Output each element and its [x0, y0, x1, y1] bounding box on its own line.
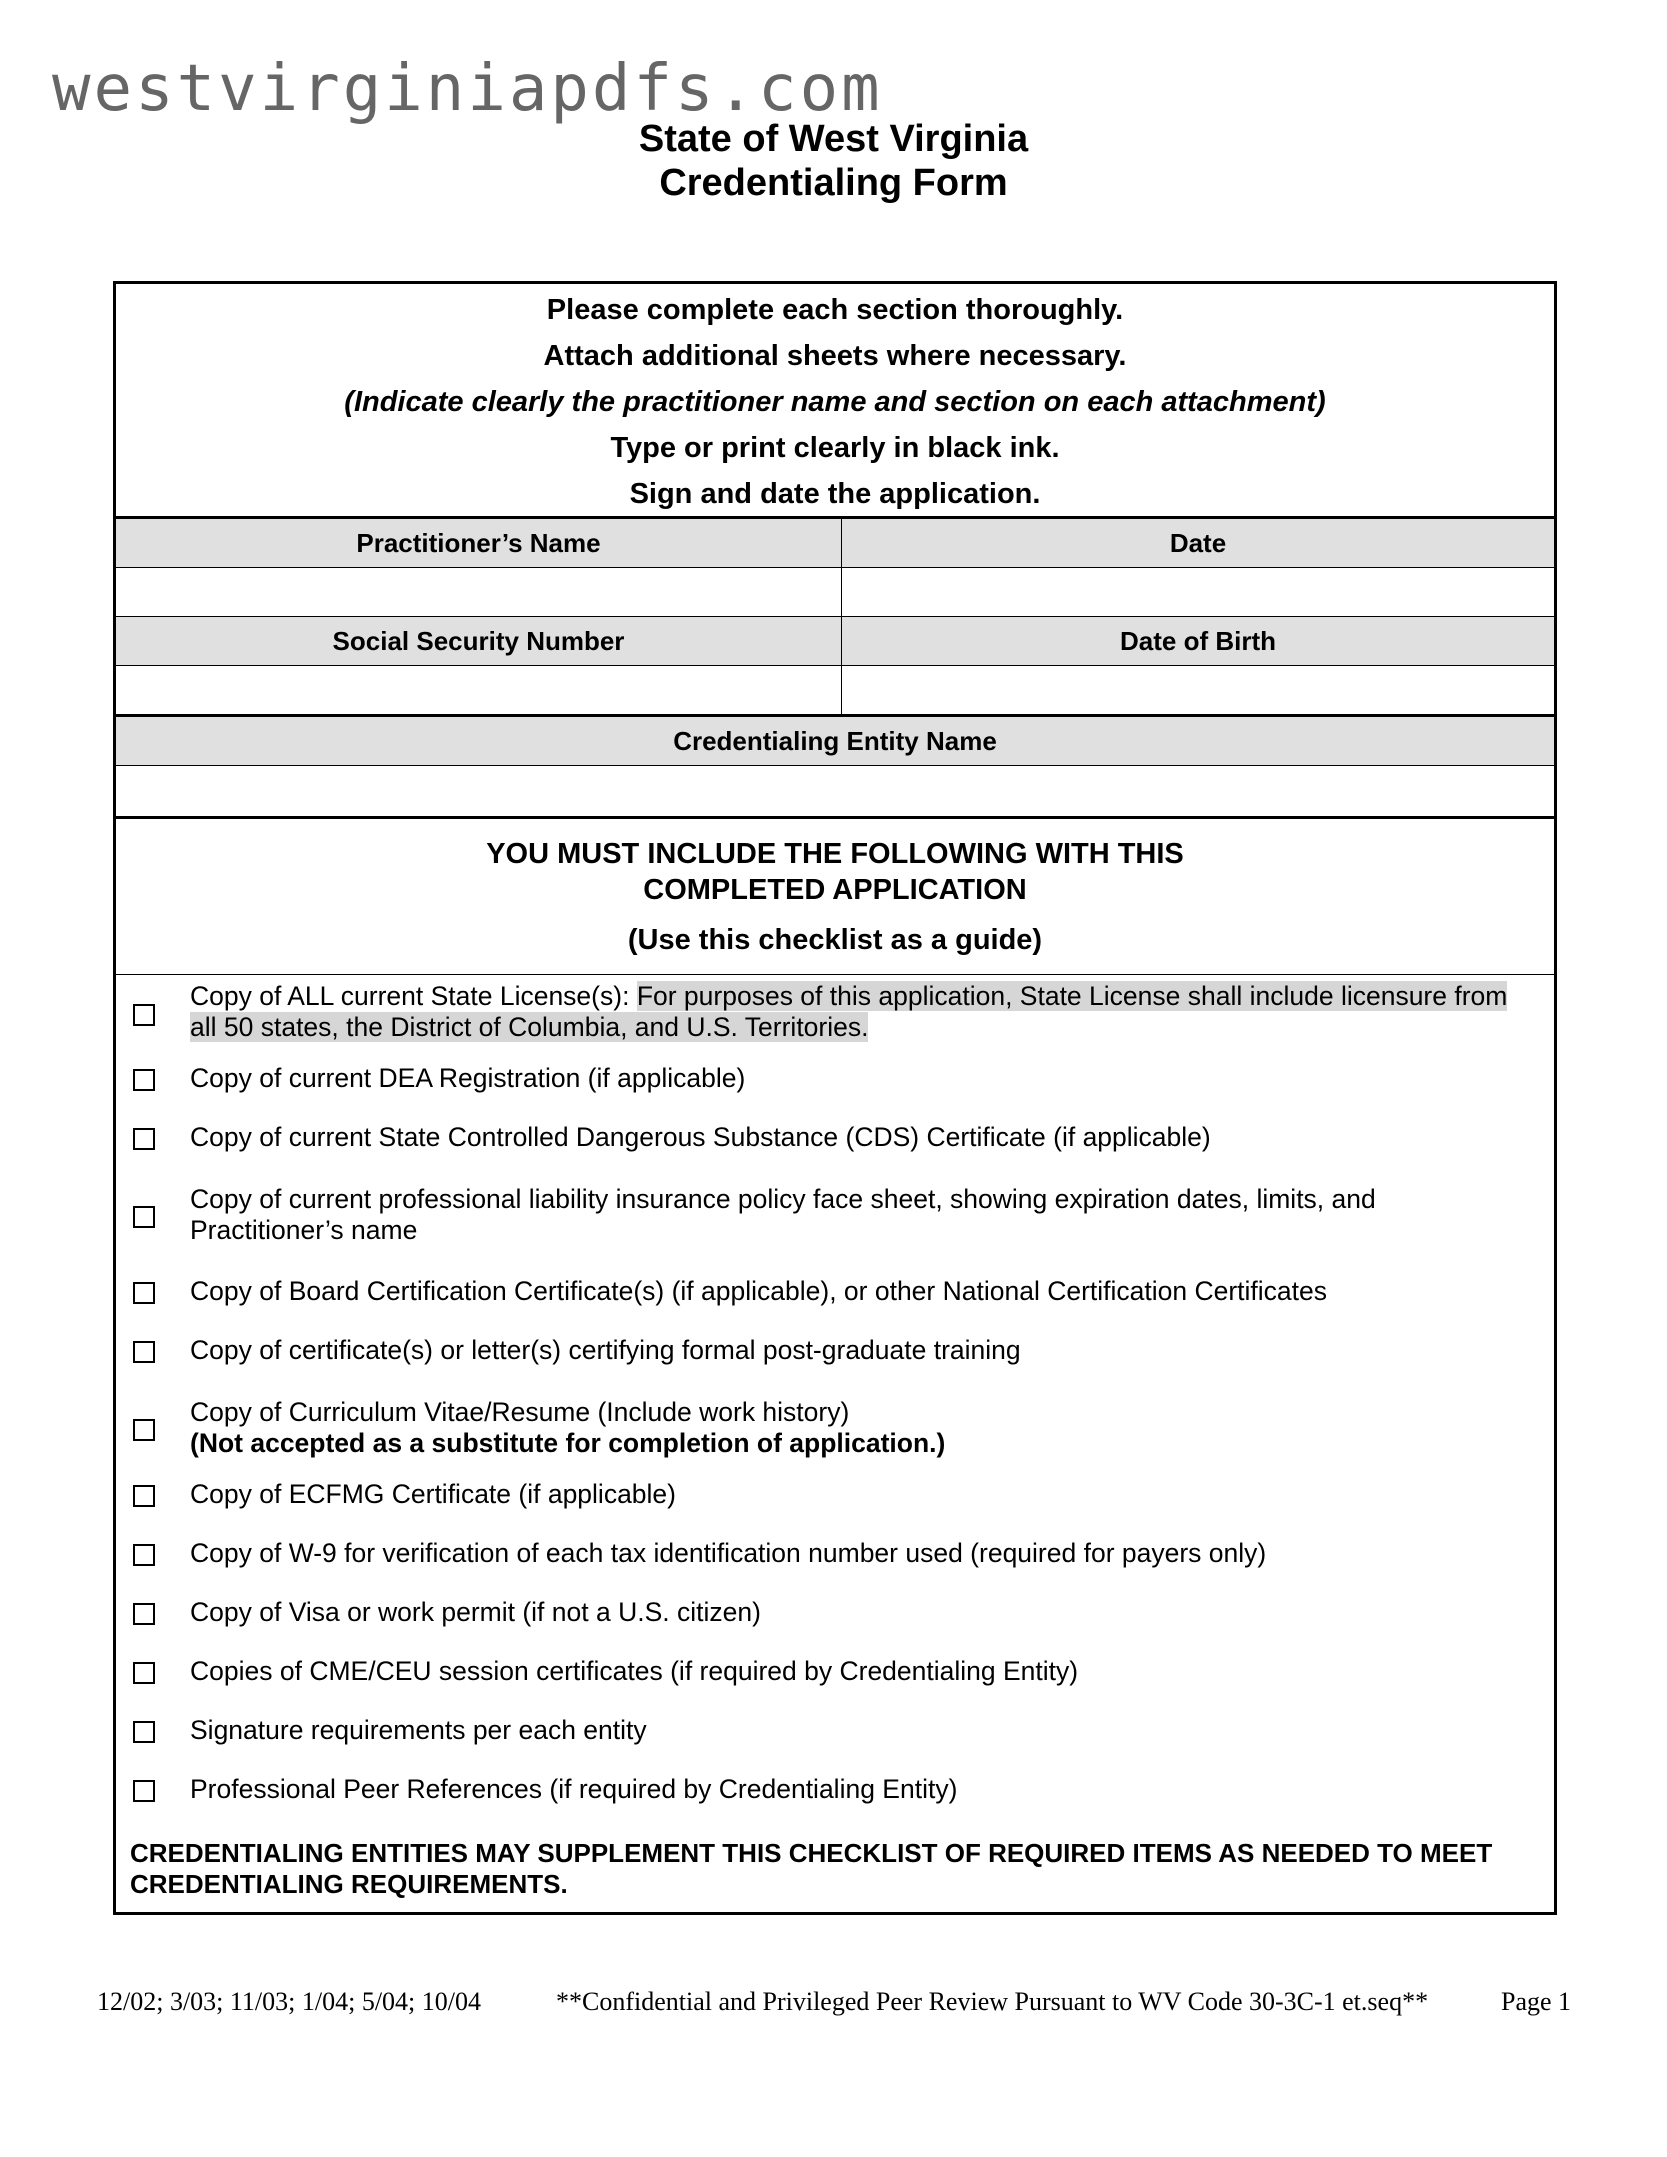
ssn-field[interactable]	[116, 666, 841, 714]
checklist-item-text	[190, 981, 1540, 1043]
divider	[116, 974, 1554, 975]
instructions-box	[116, 284, 1554, 516]
checkbox[interactable]	[133, 1662, 155, 1684]
checkbox[interactable]	[133, 1341, 155, 1363]
checkbox[interactable]	[133, 1544, 155, 1566]
practitioner-name-field[interactable]	[116, 568, 841, 616]
checklist-heading: YOU MUST INCLUDE THE FOLLOWING WITH THIS	[486, 838, 1184, 870]
checklist-item-lead: Copy of ALL current State License(s):	[190, 981, 637, 1011]
dob-label: Date of Birth	[842, 617, 1554, 665]
checkbox[interactable]	[133, 1069, 155, 1091]
revision-dates: 12/02; 3/03; 11/03; 1/04; 5/04; 10/04	[97, 1987, 481, 2016]
checklist-item-text: Copy of Visa or work permit (if not a U.S. citizen)	[190, 1597, 761, 1627]
date-field[interactable]	[842, 568, 1554, 616]
checkbox[interactable]	[133, 1485, 155, 1507]
checklist-item-main: Copy of Curriculum Vitae/Resume (Include work history)	[190, 1397, 850, 1427]
column-divider	[841, 519, 842, 715]
instruction-line: Please complete each section thoroughly.	[546, 294, 1124, 326]
checklist-item-text: Copy of current DEA Registration (if applicable)	[190, 1063, 746, 1093]
entity-name-field[interactable]	[116, 766, 1554, 816]
instruction-line: Attach additional sheets where necessary.	[543, 340, 1127, 372]
date-label: Date	[842, 519, 1554, 567]
instruction-line: Sign and date the application.	[629, 478, 1041, 510]
form-title-state: State of West Virginia	[638, 118, 1029, 160]
checklist-item-text: Signature requirements per each entity	[190, 1715, 647, 1745]
checklist-item-text: Copy of W-9 for verification of each tax identification number used (required for payers only)	[190, 1538, 1267, 1568]
checkbox[interactable]	[133, 1206, 155, 1228]
checklist-subheading: (Use this checklist as a guide)	[627, 924, 1043, 956]
entity-name-label: Credentialing Entity Name	[116, 717, 1554, 765]
checklist-item-text: Copy of current professional liability insurance policy face sheet, showing expiration dates, limits, and Practitioner’s name	[190, 1184, 1376, 1245]
checkbox[interactable]	[133, 1004, 155, 1026]
ssn-label: Social Security Number	[116, 617, 841, 665]
checklist-item-text: Copy of certificate(s) or letter(s) certifying formal post-graduate training	[190, 1335, 1021, 1365]
page-number: Page 1	[1501, 1987, 1572, 2016]
highlighted-note: For purposes of this application, State License shall include licensure from all 50 states, the District of Columbia, and U.S. Territories.	[190, 981, 1508, 1042]
checklist-item-text: Copy of current State Controlled Dangerous Substance (CDS) Certificate (if applicable)	[190, 1122, 1211, 1152]
checklist-item-note: (Not accepted as a substitute for completion of application.)	[190, 1428, 946, 1458]
divider	[116, 816, 1554, 819]
closing-note: CREDENTIALING ENTITIES MAY SUPPLEMENT THIS CHECKLIST OF REQUIRED ITEMS AS NEEDED TO MEET CREDENTIALING REQUIREMENTS.	[130, 1838, 1493, 1899]
practitioner-name-label: Practitioner’s Name	[116, 519, 841, 567]
instruction-line: (Indicate clearly the practitioner name and section on each attachment)	[344, 386, 1326, 418]
checkbox[interactable]	[133, 1282, 155, 1304]
checklist-item-text: Copy of ECFMG Certificate (if applicable)	[190, 1479, 676, 1509]
checkbox[interactable]	[133, 1603, 155, 1625]
checkbox[interactable]	[133, 1128, 155, 1150]
dob-field[interactable]	[842, 666, 1554, 714]
checkbox[interactable]	[133, 1780, 155, 1802]
credentialing-form	[113, 281, 1557, 1915]
checkbox[interactable]	[133, 1419, 155, 1441]
form-title: Credentialing Form	[659, 162, 1008, 204]
checklist-item-text: Copies of CME/CEU session certificates (if required by Credentialing Entity)	[190, 1656, 1079, 1686]
checklist-item-text: Professional Peer References (if required by Credentialing Entity)	[190, 1774, 958, 1804]
confidential-notice: **Confidential and Privileged Peer Review Pursuant to WV Code 30-3C-1 et.seq**	[556, 1987, 1429, 2016]
checkbox[interactable]	[133, 1721, 155, 1743]
instruction-line: Type or print clearly in black ink.	[610, 432, 1060, 464]
checklist-heading: COMPLETED APPLICATION	[643, 874, 1027, 906]
watermark: westvirginiapdfs.com	[52, 52, 883, 126]
checklist-item-text	[190, 1397, 1540, 1459]
checklist-item-text: Copy of Board Certification Certificate(s) (if applicable), or other National Certification Certificates	[190, 1276, 1328, 1306]
